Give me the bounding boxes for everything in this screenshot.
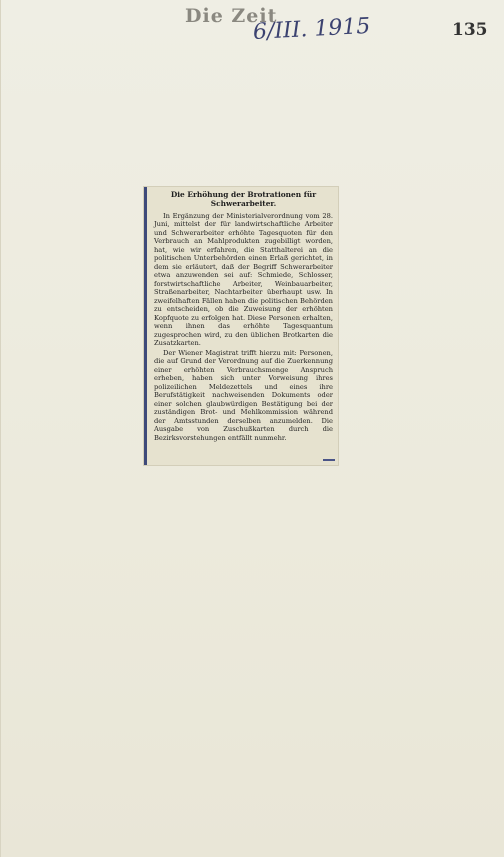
page-number: 135 — [452, 20, 488, 40]
page-header — [1, 0, 504, 60]
clipping-headline: Die Erhöhung der Brotrationen für Schwerarbeiter. — [170, 190, 317, 208]
clipping-end-mark — [323, 459, 335, 461]
handwritten-date: 6/III. 1915 — [252, 13, 371, 45]
newspaper-clipping — [144, 187, 338, 465]
clipping-paragraph-2: Der Wiener Magistrat trifft hierzu mit: Personen, die auf Grund der Verordnung auf die Zuerkennung einer erhöhten Verbrauchsmenge Anspruch erheben, haben sich unter Vorweisung ihres polizeilichen Meldezettels und eines ihre Berufstätigkeit nachweisenden Dokuments oder einer solchen glaubwürdigen Bestätigung bei der zuständigen Brot- und Mehlkommission während der Amtsstunden derselben anzumelden. Die Ausgabe von Zuschußkarten durch die Bezirksvorstehungen entfällt nunmehr. — [154, 348, 333, 442]
clipping-paragraph-1: In Ergänzung der Ministerialverordnung vom 28. Juni, mittelst der für landwirtschaftliche Arbeiter und Schwerarbeiter erhöhte Tagesquoten für den Verbrauch an Mahlprodukten zugebilligt worden, hat, wie wir erfahren, die Statthalterei an die politischen Unterbehörden einen Erlaß gerichtet, in dem sie erläutert, daß der Begriff Schwerarbeiter etwa anzuwenden sei auf: Schmiede, Schlosser, forstwirtschaftliche Arbeiter, Weinbauarbeiter, Straßenarbeiter, Nachtarbeiter überhaupt usw. In zweifelhaften Fällen haben die politischen Behörden zu entscheiden, ob die Zuweisung der erhöhten Kopfquote zu erfolgen hat. Diese Personen erhalten, wenn ihnen das erhöhte Tagesquantum zugesprochen wird, zu den üblichen Brotkarten die Zusatzkarten. — [154, 211, 333, 348]
newspaper-title: Die Zeit — [185, 5, 278, 27]
